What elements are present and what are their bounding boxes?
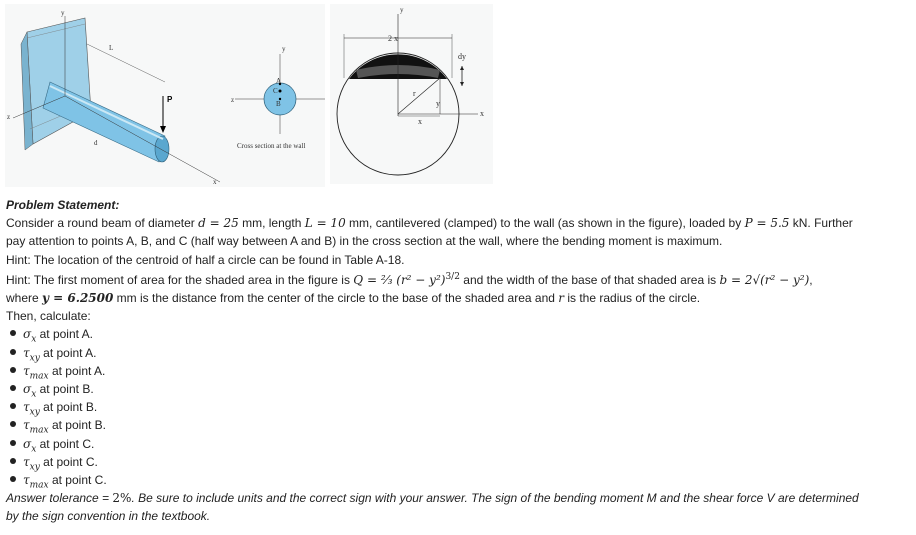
y-value: y = 6.2500 [42, 291, 114, 306]
problem-heading: Problem Statement: [6, 198, 120, 212]
subscript: xy [29, 353, 40, 364]
subscript: xy [29, 462, 40, 473]
text: mm is the distance from the center of the circle to the base of the shaded area and [113, 291, 559, 306]
subscript: max [29, 425, 49, 436]
symbol: τ [23, 363, 30, 378]
bullet-icon [10, 458, 16, 464]
label-r: r [413, 89, 416, 98]
bullet-icon [10, 330, 16, 336]
symbol: τ [23, 345, 30, 360]
subscript: x [31, 389, 37, 400]
bullet-icon [10, 403, 16, 409]
dy-arrowhead [460, 66, 464, 70]
list-item [6, 344, 911, 362]
radius-line [398, 78, 440, 114]
dy-arrowhead [460, 82, 464, 86]
label-C: C [273, 87, 278, 95]
text: kN. Further [789, 216, 853, 231]
subscript: max [29, 480, 49, 491]
beam-end [155, 136, 169, 162]
symbol: σ [23, 382, 32, 397]
text: where [6, 291, 43, 306]
L-value: L = 10 [304, 216, 346, 231]
item-text: at point B. [39, 400, 98, 415]
subscript: x [31, 444, 37, 455]
symbol: σ [23, 436, 32, 451]
text: is the radius of the circle. [564, 291, 701, 306]
label-y2: y [282, 45, 286, 53]
Q-formula: Q = ⅔ (r² − y²) [353, 272, 446, 287]
label-x-axis: x [480, 109, 484, 118]
item-text: at point A. [48, 363, 106, 378]
problem-line-1 [6, 214, 911, 232]
text: . Be sure to include units and the correct sign with your answer. The sign of the bending moment M and the shear force V are determined [131, 491, 859, 506]
where-line [6, 289, 911, 307]
d-value: d = 25 [198, 216, 239, 231]
list-item [6, 398, 911, 416]
list-item [6, 380, 911, 398]
subscript: xy [29, 407, 40, 418]
subscript: x [31, 334, 37, 345]
symbol: τ [23, 418, 30, 433]
text: Consider a round beam of diameter [6, 216, 199, 231]
symbol: σ [23, 327, 32, 342]
cross-section-caption: Cross section at the wall [237, 142, 306, 150]
label-2x: 2 x [388, 34, 398, 43]
P-value: P = 5.5 [744, 216, 790, 231]
beam-figure [5, 4, 325, 187]
label-y1: y [61, 9, 65, 17]
problem-statement [6, 196, 911, 526]
label-B: B [276, 100, 281, 108]
bullet-icon [10, 421, 16, 427]
label-z2: z [231, 96, 235, 104]
symbol: τ [23, 400, 30, 415]
symbol: τ [23, 473, 30, 488]
Q-exponent: 3/2 [445, 271, 460, 282]
list-item [6, 416, 911, 434]
item-text: at point C. [39, 454, 98, 469]
bullet-icon [10, 367, 16, 373]
item-list [6, 325, 911, 489]
item-text: at point B. [48, 418, 106, 433]
hint-1: Hint: The location of the centroid of half a circle can be found in Table A-18. [6, 252, 405, 267]
shaded-area-figure [330, 4, 493, 184]
symbol: τ [23, 454, 30, 469]
text: and the width of the base of that shaded area is [459, 272, 720, 287]
bullet-icon [10, 349, 16, 355]
item-text: at point C. [36, 436, 95, 451]
list-item [6, 453, 911, 471]
list-item [6, 471, 911, 489]
r-symbol: r [558, 291, 565, 306]
point-C [279, 90, 282, 93]
label-L: L [109, 44, 114, 52]
label-z1: z [7, 113, 11, 121]
b-formula: b = 2√(r² − y²) [719, 272, 810, 287]
label-x-small: x [418, 117, 422, 126]
item-text: at point A. [36, 327, 93, 342]
label-A: A [276, 77, 282, 85]
bullet-icon [10, 476, 16, 482]
load-arrowhead [160, 126, 166, 133]
tolerance-value: 2% [112, 491, 132, 506]
tolerance-line-2: by the sign convention in the textbook. [6, 509, 211, 524]
bullet-icon [10, 385, 16, 391]
hint-2 [6, 271, 911, 289]
list-item [6, 435, 911, 453]
x-axis [65, 96, 220, 182]
length-dim [87, 44, 165, 82]
subscript: max [29, 371, 49, 382]
bullet-icon [10, 440, 16, 446]
list-item [6, 362, 911, 380]
label-y-small: y [436, 99, 440, 108]
text: , [809, 272, 813, 287]
label-P: P [167, 95, 173, 104]
text: Hint: The first moment of area for the shaded area in the figure is [6, 272, 354, 287]
text: mm, cantilevered (clamped) to the wall (as shown in the figure), loaded by [345, 216, 745, 231]
list-item [6, 325, 911, 343]
label-d: d [94, 139, 98, 147]
label-x1: x [213, 178, 217, 186]
label-y3: y [400, 6, 404, 14]
text: Answer tolerance = [6, 491, 113, 506]
text: mm, length [238, 216, 305, 231]
then-line: Then, calculate: [6, 309, 91, 324]
item-text: at point B. [36, 382, 94, 397]
label-dy: dy [458, 52, 466, 61]
problem-line-2: pay attention to points A, B, and C (half way between A and B) in the cross section at the wall, where the bending moment is maximum. [6, 234, 723, 249]
item-text: at point C. [48, 473, 107, 488]
tolerance-line [6, 489, 911, 507]
item-text: at point A. [39, 345, 97, 360]
